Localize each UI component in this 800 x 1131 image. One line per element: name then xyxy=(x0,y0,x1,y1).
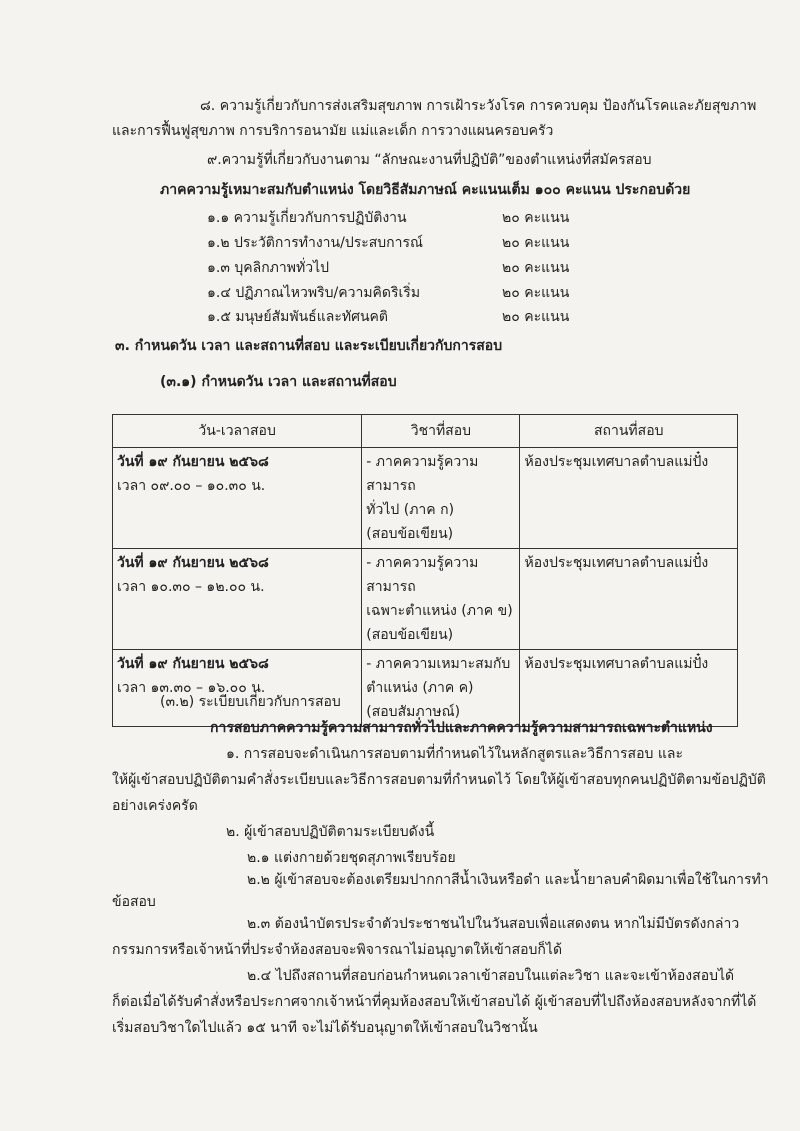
exam-time: เวลา ๑๓.๓๐ – ๑๖.๐๐ น. xyxy=(117,680,266,696)
score-item-label: ๑.๕ มนุษย์สัมพันธ์และทัศนคติ xyxy=(207,309,388,325)
place-cell: ห้องประชุมเทศบาลตำบลแม่ปั๋ง xyxy=(520,549,738,650)
datetime-cell xyxy=(113,650,362,727)
score-item-value: ๒๐ คะแนน xyxy=(502,210,570,226)
section-c-heading: ภาคความรู้เหมาะสมกับตำแหน่ง โดยวิธีสัมภาษณ์ คะแนนเต็ม ๑๐๐ คะแนน ประกอบด้วย xyxy=(160,182,691,198)
table-row xyxy=(113,650,738,727)
subject-line: ตำแหน่ง (ภาค ค) xyxy=(366,680,474,696)
exam-date: วันที่ ๑๙ กันยายน ๒๕๖๘ xyxy=(117,555,269,571)
score-item-value: ๒๐ คะแนน xyxy=(502,260,570,276)
place-cell: ห้องประชุมเทศบาลตำบลแม่ปั๋ง xyxy=(520,650,738,727)
subject-line: เฉพาะตำแหน่ง (ภาค ข) xyxy=(366,603,513,619)
datetime-cell xyxy=(113,448,362,549)
subject-cell xyxy=(362,549,520,650)
subject-cell xyxy=(362,650,520,727)
place-cell: ห้องประชุมเทศบาลตำบลแม่ปั๋ง xyxy=(520,448,738,549)
section3-2-heading: (๓.๒) ระเบียบเกี่ยวกับการสอบ xyxy=(160,694,341,710)
subject-line: - ภาคความเหมาะสมกับ xyxy=(366,656,511,672)
rule2-3-line2: กรรมการหรือเจ้าหน้าที่ประจำห้องสอบจะพิจารณาไม่อนุญาตให้เข้าสอบก็ได้ xyxy=(112,942,563,958)
subject-line: (สอบข้อเขียน) xyxy=(366,627,454,643)
subject-line: - ภาคความรู้ความสามารถ xyxy=(366,454,479,494)
exam-schedule-table xyxy=(112,414,738,727)
table-header-row xyxy=(113,415,738,448)
rule2-3-line1: ๒.๓ ต้องนำบัตรประจำตัวประชาชนไปในวันสอบเพื่อแสดงตน หากไม่มีบัตรดังกล่าว xyxy=(247,916,740,932)
subject-line: ทั่วไป (ภาค ก) xyxy=(366,502,455,518)
item8-line1: ๘. ความรู้เกี่ยวกับการส่งเสริมสุขภาพ การเฝ้าระวังโรค การควบคุม ป้องกันโรคและภัยสุขภาพ xyxy=(200,98,757,114)
rule2-2-line1: ๒.๒ ผู้เข้าสอบจะต้องเตรียมปากกาสีน้ำเงินหรือดำ และน้ำยาลบคำผิดมาเพื่อใช้ในการทำ xyxy=(247,872,769,888)
column-header: วิชาที่สอบ xyxy=(362,415,520,448)
table-row xyxy=(113,448,738,549)
score-item-value: ๒๐ คะแนน xyxy=(502,309,570,325)
rule1-line1: ๑. การสอบจะดำเนินการสอบตามที่กำหนดไว้ในหลักสูตรและวิธีการสอบ และ xyxy=(226,746,683,762)
datetime-cell xyxy=(113,549,362,650)
subject-line: - ภาคความรู้ความสามารถ xyxy=(366,555,479,595)
score-item-label: ๑.๓ บุคลิกภาพทั่วไป xyxy=(207,260,330,276)
rule1-line3: อย่างเคร่งครัด xyxy=(112,798,198,814)
score-item-value: ๒๐ คะแนน xyxy=(502,285,570,301)
score-item-label: ๑.๔ ปฏิภาณไหวพริบ/ความคิดริเริ่ม xyxy=(207,285,421,301)
rule2-4-line1: ๒.๔ ไปถึงสถานที่สอบก่อนกำหนดเวลาเข้าสอบในแต่ละวิชา และจะเข้าห้องสอบได้ xyxy=(247,968,735,984)
column-header: สถานที่สอบ xyxy=(520,415,738,448)
rule1-line2: ให้ผู้เข้าสอบปฏิบัติตามคำสั่งระเบียบและวิธีการสอบตามที่กำหนดไว้ โดยให้ผู้เข้าสอบทุกคนปฏิบัติตามข้อปฏิบัติ xyxy=(112,772,766,788)
section3-heading: ๓. กำหนดวัน เวลา และสถานที่สอบ และระเบียบเกี่ยวกับการสอบ xyxy=(115,338,503,354)
exam-date: วันที่ ๑๙ กันยายน ๒๕๖๘ xyxy=(117,454,269,470)
rules-title: การสอบภาคความรู้ความสามารถทั่วไปและภาคความรู้ความสามารถเฉพาะตำแหน่ง xyxy=(210,720,713,736)
exam-time: เวลา ๑๐.๓๐ – ๑๒.๐๐ น. xyxy=(117,579,265,595)
rule2-1: ๒.๑ แต่งกายด้วยชุดสุภาพเรียบร้อย xyxy=(247,850,456,866)
score-item-label: ๑.๑ ความรู้เกี่ยวกับการปฏิบัติงาน xyxy=(207,210,407,226)
score-item-value: ๒๐ คะแนน xyxy=(502,235,570,251)
item9: ๙.ความรู้ที่เกี่ยวกับงานตาม “ลักษณะงานที่ปฏิบัติ”ของตำแหน่งที่สมัครสอบ xyxy=(207,152,652,168)
rule2: ๒. ผู้เข้าสอบปฏิบัติตามระเบียบดังนี้ xyxy=(226,824,435,840)
exam-date: วันที่ ๑๙ กันยายน ๒๕๖๘ xyxy=(117,656,269,672)
rule2-2-line2: ข้อสอบ xyxy=(112,894,156,910)
score-item-label: ๑.๒ ประวัติการทำงาน/ประสบการณ์ xyxy=(207,235,424,251)
table-row xyxy=(113,549,738,650)
item8-line2: และการฟื้นฟูสุขภาพ การบริการอนามัย แม่และเด็ก การวางแผนครอบครัว xyxy=(112,123,554,139)
section3-1-heading: (๓.๑) กำหนดวัน เวลา และสถานที่สอบ xyxy=(160,374,397,390)
rule2-4-line3: เริ่มสอบวิชาใดไปแล้ว ๑๕ นาที จะไม่ได้รับอนุญาตให้เข้าสอบในวิชานั้น xyxy=(112,1020,538,1036)
exam-time: เวลา ๐๙.๐๐ – ๑๐.๓๐ น. xyxy=(117,478,266,494)
subject-cell xyxy=(362,448,520,549)
subject-line: (สอบข้อเขียน) xyxy=(366,526,454,542)
column-header: วัน-เวลาสอบ xyxy=(113,415,362,448)
subject-line: (สอบสัมภาษณ์) xyxy=(366,704,461,720)
rule2-4-line2: ก็ต่อเมื่อได้รับคำสั่งหรือประกาศจากเจ้าหน้าที่คุมห้องสอบให้เข้าสอบได้ ผู้เข้าสอบที่ไปถึงห้องสอบหลังจากที่ได้ xyxy=(112,994,757,1010)
